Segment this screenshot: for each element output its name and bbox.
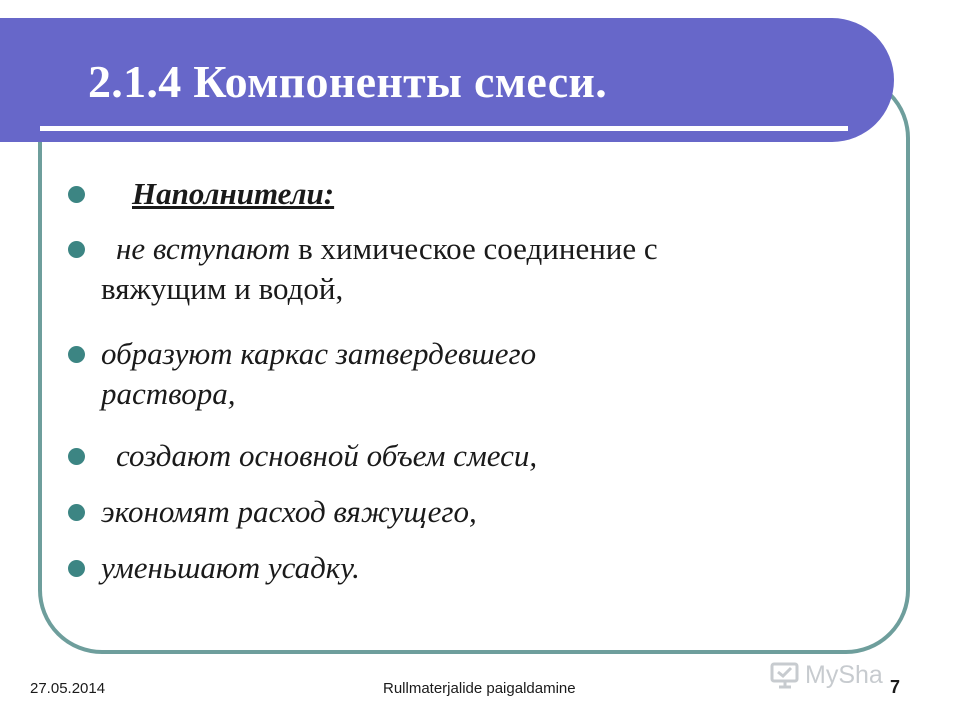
bullet-icon: [68, 186, 85, 203]
bullet-icon: [68, 504, 85, 521]
title-underline: [40, 126, 848, 131]
fillers-heading: Наполнители:: [132, 176, 335, 211]
footer-subject: Rullmaterjalide paigaldamine: [383, 680, 576, 697]
bullet-text: экономят расход вяжущего,: [101, 494, 477, 529]
bullet-continuation: раствора,: [101, 376, 236, 411]
bullet-icon: [68, 346, 85, 363]
bullet-text: создают основной объем смеси,: [116, 438, 538, 473]
bullet-text: [116, 229, 896, 269]
page-number: 7: [890, 677, 901, 697]
watermark: [770, 658, 920, 692]
bullet-text: образуют каркас затвердевшего: [101, 336, 537, 371]
bullet-text: уменьшают усадку.: [101, 550, 360, 585]
bullet-rest-text: в химическое соединение с: [290, 231, 658, 266]
watermark-text: MySha: [805, 660, 883, 689]
bullet-icon: [68, 241, 85, 258]
emphasis-text: не вступают: [116, 231, 291, 266]
bullet-continuation: вяжущим и водой,: [101, 271, 344, 306]
bullet-icon: [68, 560, 85, 577]
page-title: 2.1.4 Компоненты смеси.: [88, 56, 608, 107]
footer-date: 27.05.2014: [30, 680, 106, 697]
presentation-icon: [770, 661, 800, 689]
bullet-icon: [68, 448, 85, 465]
